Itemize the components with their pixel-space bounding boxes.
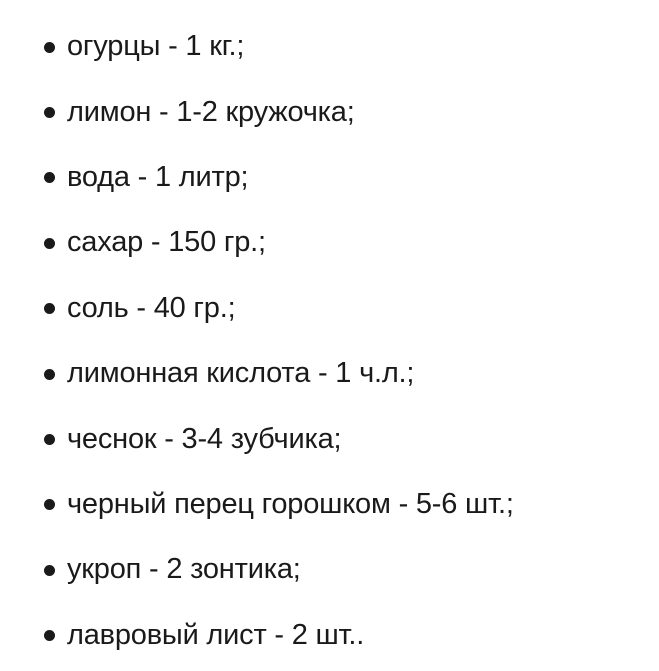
bullet-icon: [44, 499, 55, 510]
ingredient-text: лимон - 1-2 кружочка;: [67, 95, 355, 128]
list-item: [0, 14, 659, 79]
ingredient-text: сахар - 150 гр.;: [67, 226, 266, 259]
list-item: [0, 341, 659, 406]
bullet-icon: [44, 565, 55, 576]
bullet-icon: [44, 303, 55, 314]
list-item: [0, 406, 659, 471]
list-item: [0, 472, 659, 537]
list-item: [0, 603, 659, 668]
bullet-icon: [44, 42, 55, 53]
bullet-icon: [44, 172, 55, 183]
list-item: [0, 537, 659, 602]
bullet-icon: [44, 434, 55, 445]
ingredient-text: укроп - 2 зонтика;: [67, 553, 301, 586]
ingredient-text: лимонная кислота - 1 ч.л.;: [67, 357, 415, 390]
list-item: [0, 276, 659, 341]
list-item: [0, 145, 659, 210]
ingredient-text: вода - 1 литр;: [67, 160, 249, 193]
ingredient-text: чеснок - 3-4 зубчика;: [67, 422, 342, 455]
ingredient-text: лавровый лист - 2 шт..: [67, 618, 365, 651]
list-item: [0, 79, 659, 144]
ingredient-text: огурцы - 1 кг.;: [67, 30, 245, 63]
ingredient-list: [0, 14, 659, 668]
ingredient-text: соль - 40 гр.;: [67, 291, 236, 324]
list-item: [0, 210, 659, 275]
bullet-icon: [44, 238, 55, 249]
bullet-icon: [44, 369, 55, 380]
bullet-icon: [44, 630, 55, 641]
bullet-icon: [44, 107, 55, 118]
ingredient-text: черный перец горошком - 5-6 шт.;: [67, 487, 514, 520]
